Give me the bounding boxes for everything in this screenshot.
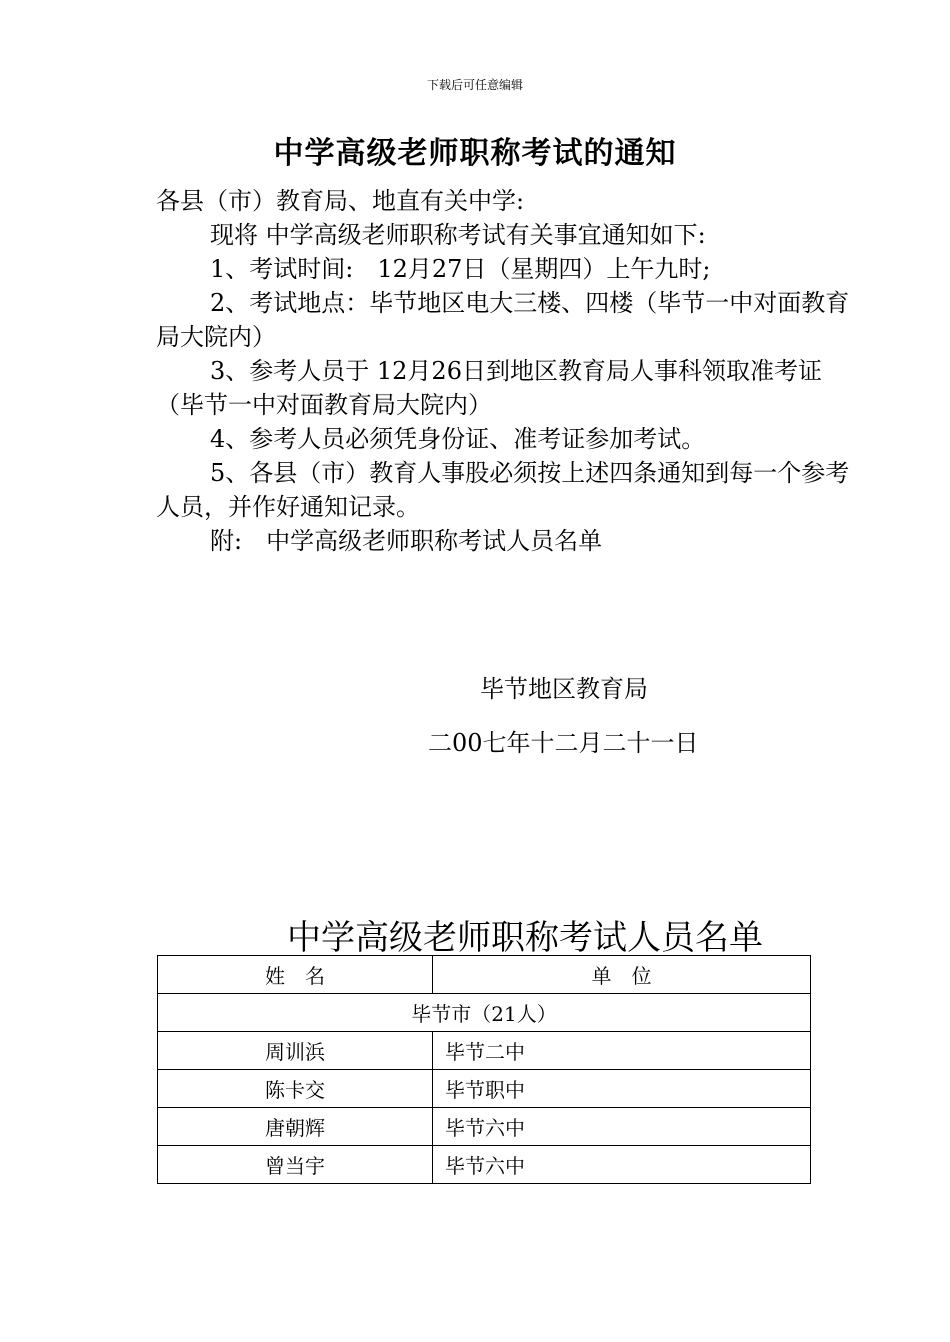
salutation: 各县（市）教育局、地直有关中学:: [156, 187, 525, 215]
roster-title: 中学高级老师职称考试人员名单: [287, 918, 763, 958]
header-unit: 单 位: [433, 956, 811, 994]
intro-paragraph: 现将 中学高级老师职称考试有关事宜通知如下:: [210, 221, 706, 249]
table-row: [158, 1070, 811, 1108]
table-header-row: [158, 956, 811, 994]
cell-name: 曾当宇: [158, 1146, 433, 1184]
table-row: [158, 1108, 811, 1146]
signature-date: 二00七年十二月二十一日: [428, 729, 699, 757]
item-exam-location: 2、考试地点：毕节地区电大三楼、四楼（毕节一中对面教育局大院内）: [156, 289, 850, 351]
cell-name: 周训浜: [158, 1032, 433, 1070]
item-id-requirement: 4、参考人员必须凭身份证、准考证参加考试。: [210, 425, 706, 453]
signature-organization: 毕节地区教育局: [480, 675, 648, 703]
roster-table: [157, 955, 811, 1184]
table-row: [158, 1146, 811, 1184]
notice-title: 中学高级老师职称考试的通知: [273, 136, 677, 171]
item-admission-ticket: 3、参考人员于 12月26日到地区教育局人事科领取准考证（毕节一中对面教育局大院内）: [156, 357, 822, 419]
cell-unit: 毕节六中: [433, 1146, 811, 1184]
item-notification: 5、各县（市）教育人事股必须按上述四条通知到每一个参考人员，并作好通知记录。: [156, 459, 850, 521]
cell-name: 陈卡交: [158, 1070, 433, 1108]
table-row: [158, 1032, 811, 1070]
header-name: 姓 名: [158, 956, 433, 994]
cell-unit: 毕节六中: [433, 1108, 811, 1146]
group-label: 毕节市（21人）: [158, 994, 811, 1032]
cell-unit: 毕节职中: [433, 1070, 811, 1108]
table-group-row: [158, 994, 811, 1032]
attachment-note: 附: 中学高级老师职称考试人员名单: [210, 527, 603, 555]
cell-name: 唐朝辉: [158, 1108, 433, 1146]
item-exam-time: 1、考试时间: 12月27日（星期四）上午九时;: [210, 255, 711, 283]
cell-unit: 毕节二中: [433, 1032, 811, 1070]
header-note: 下载后可任意编辑: [426, 78, 523, 92]
